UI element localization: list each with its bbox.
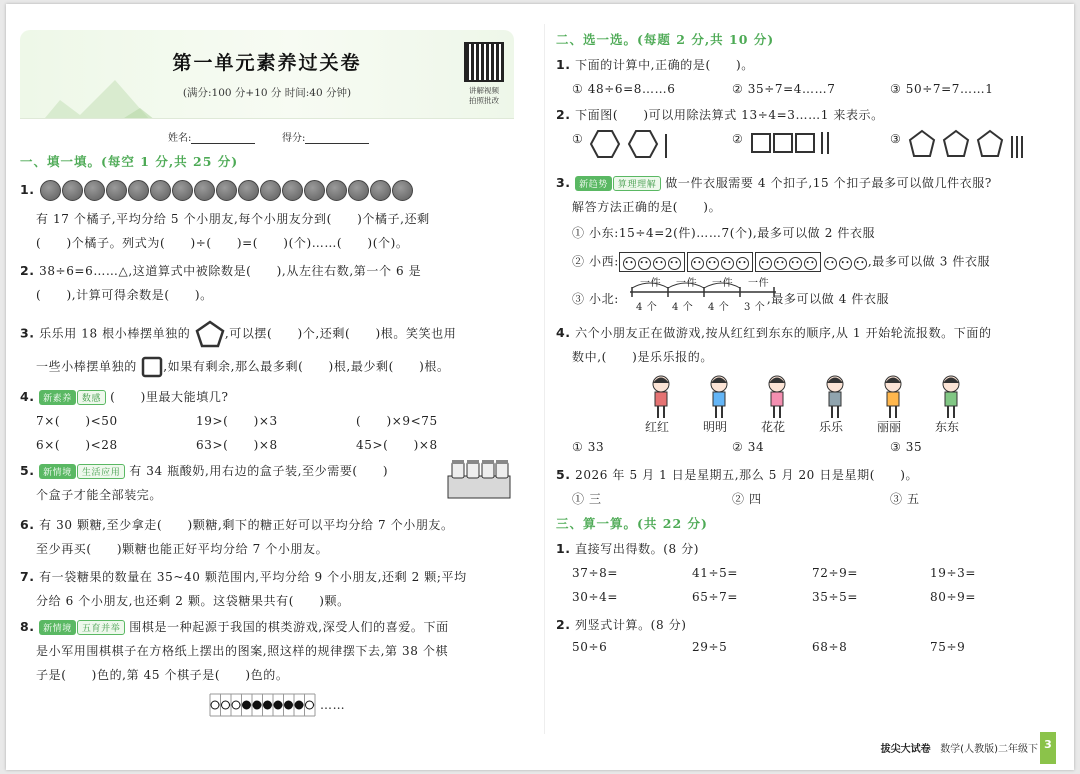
q2-line1: 38÷6=6……△,这道算式中被除数是( ),从左往右数,第一个 6 是 — [39, 264, 422, 278]
question-number: 8. — [20, 619, 35, 634]
black-stone — [285, 701, 293, 709]
q4-cell: 7×( )<50 — [36, 414, 118, 428]
q4-cell: 19>( )×3 — [196, 414, 278, 428]
c2-line1: 下面图( )可以用除法算式 13÷4=3……1 来表示。 — [575, 108, 884, 122]
tag-label: 生活应用 — [77, 464, 125, 479]
black-stone — [295, 701, 303, 709]
page-number: 3 — [1040, 732, 1056, 764]
q6-line1: 有 30 颗糖,至少拿走( )颗糖,剩下的糖正好可以平均分给 7 个小朋友。 — [39, 518, 454, 532]
q3-line2b: ,如果有剩余,那么最多剩( )根,最少剩( )根。 — [163, 359, 450, 374]
tag-label: 新素养 — [39, 390, 76, 405]
button-icon: •• — [804, 257, 817, 270]
orange-icon — [260, 180, 281, 201]
button-group — [619, 252, 685, 272]
q4-cell: 45>( )×8 — [356, 438, 438, 452]
name-score-bar — [20, 118, 514, 148]
option[interactable]: ① 小东:15÷4=2(件)……7(个),最多可以做 2 件衣服 — [572, 226, 876, 240]
child-figure — [822, 374, 848, 420]
child-figure — [706, 374, 732, 420]
option[interactable]: ③ 五 — [890, 492, 920, 506]
orange-icon — [348, 180, 369, 201]
calc-item: 68÷8 — [812, 640, 848, 654]
option[interactable]: ③ — [890, 132, 902, 146]
orange-icon — [150, 180, 171, 201]
button-groups-figure — [619, 252, 868, 272]
c1-line1: 下面的计算中,正确的是( )。 — [575, 58, 754, 72]
q1-line2: ( )个橘子。列式为( )÷( )=( )(个)……( )(个)。 — [36, 236, 409, 250]
option[interactable]: ① 33 — [572, 440, 605, 454]
orange-icon — [282, 180, 303, 201]
calc-item: 80÷9= — [930, 590, 977, 604]
orange-icon — [326, 180, 347, 201]
calc-item: 41÷5= — [692, 566, 739, 580]
calc-item: 37÷8= — [572, 566, 619, 580]
option[interactable]: ① 三 — [572, 492, 602, 506]
seg-label-bottom: 4 个 — [636, 302, 658, 313]
exam-title: 第一单元素养过关卷 — [172, 52, 362, 74]
option[interactable]: ③ 小北: ,最多可以做 4 件衣服 — [572, 292, 890, 306]
c3-line1: 做一件衣服需要 4 个扣子,15 个扣子最多可以做几件衣服? — [665, 176, 992, 190]
tag-label: 算理理解 — [613, 176, 661, 191]
calc-item: 19÷3= — [930, 566, 977, 580]
q7-line1: 有一袋糖果的数量在 35~40 颗范围内,平均分给 9 个小朋友,还剩 2 颗;平均 — [39, 570, 467, 584]
question-number: 1. — [20, 182, 35, 197]
hexagons-figure — [590, 128, 694, 160]
black-stone — [274, 701, 282, 709]
orange-icon — [128, 180, 149, 201]
option[interactable]: ② 35÷7=4……7 — [732, 82, 836, 96]
button-group — [687, 252, 753, 272]
orange-circles — [40, 180, 413, 202]
child-name: 明明 — [703, 420, 728, 434]
child-name: 丽丽 — [877, 420, 902, 434]
s2-line1: 列竖式计算。(8 分) — [575, 618, 687, 632]
question-number: 3. — [556, 175, 571, 190]
button-icon: •• — [653, 257, 666, 270]
q2-line2: ( ),计算可得余数是( )。 — [36, 288, 213, 302]
white-stone — [211, 701, 219, 709]
question-number: 4. — [20, 389, 35, 404]
c4-line1: 六个小朋友正在做游戏,按从红红到东东的顺序,从 1 开始轮流报数。下面的 — [575, 326, 992, 340]
calc-item: 30÷4= — [572, 590, 619, 604]
child-name: 花花 — [761, 420, 786, 434]
orange-icon — [62, 180, 83, 201]
calc-item: 50÷6 — [572, 640, 608, 654]
seg-label-top: 一件 — [748, 278, 770, 289]
tag-label: 数感 — [77, 390, 106, 405]
seg-label-bottom: 3 个 — [744, 302, 766, 313]
child-name: 东东 — [935, 420, 960, 434]
button-icon: •• — [721, 257, 734, 270]
go-stones-pattern — [206, 690, 320, 720]
option[interactable]: ③ 50÷7=7……1 — [890, 82, 994, 96]
orange-icon — [238, 180, 259, 201]
q8-line1: 围棋是一种起源于我国的棋类游戏,深受人们的喜爱。下面 — [129, 620, 449, 634]
q3-line1b: ,可以摆( )个,还剩( )根。笑笑也用 — [224, 326, 457, 341]
q7-line2: 分给 6 个小朋友,也还剩 2 颗。这袋糖果共有( )颗。 — [36, 594, 350, 608]
child-figure — [764, 374, 790, 420]
calc-item: 72÷9= — [812, 566, 859, 580]
option[interactable]: ② — [732, 132, 744, 146]
yogurt-box-icon — [446, 456, 512, 500]
child-name: 乐乐 — [819, 420, 844, 434]
tag-label: 新趋势 — [575, 176, 612, 191]
calc-item: 29÷5 — [692, 640, 728, 654]
q8-line2: 是小军用围棋棋子在方格纸上摆出的图案,照这样的规律摆下去,第 38 个棋 — [36, 644, 449, 658]
q5-line1: 有 34 瓶酸奶,用右边的盒子装,至少需要( ) — [129, 464, 389, 478]
q3-line1a: 乐乐用 18 根小棒摆单独的 — [39, 326, 191, 341]
q4-cell: 6×( )<28 — [36, 438, 118, 452]
tag-label: 新情境 — [39, 620, 76, 635]
orange-icon — [40, 180, 61, 201]
button-icon: •• — [623, 257, 636, 270]
orange-icon — [84, 180, 105, 201]
orange-icon — [106, 180, 127, 201]
question-number: 1. — [556, 541, 571, 556]
seg-label-top: 一件 — [640, 278, 662, 289]
exam-subtitle: (满分:100 分+10 分 时间:40 分钟) — [182, 87, 352, 99]
option[interactable]: ② 小西: •• •• •• •• •• •• •• •• •• •• •• •• •• •• •• ,最多可以做 3 件衣服 — [572, 252, 990, 272]
square-icon — [141, 356, 163, 378]
button-icon: •• — [789, 257, 802, 270]
seg-label-bottom: 4 个 — [672, 302, 694, 313]
go-ellipsis: …… — [320, 698, 346, 712]
section-1-title: 一、填一填。(每空 1 分,共 25 分) — [20, 154, 239, 169]
orange-icon — [172, 180, 193, 201]
q1-line1: 有 17 个橘子,平均分给 5 个小朋友,每个小朋友分到( )个橘子,还剩 — [36, 212, 430, 226]
black-stone — [243, 701, 251, 709]
option[interactable]: ① 48÷6=8……6 — [572, 82, 676, 96]
child-figure — [938, 374, 964, 420]
seg-label-top: 一件 — [676, 278, 698, 289]
black-stone — [253, 701, 261, 709]
calc-item: 75÷9 — [930, 640, 966, 654]
button-icon: •• — [706, 257, 719, 270]
question-number: 6. — [20, 517, 35, 532]
orange-icon — [392, 180, 413, 201]
section-2-title: 二、选一选。(每题 2 分,共 10 分) — [556, 32, 775, 47]
button-icon: •• — [691, 257, 704, 270]
button-icon: •• — [668, 257, 681, 270]
orange-icon — [194, 180, 215, 201]
button-icon: •• — [839, 257, 852, 270]
white-stone — [232, 701, 240, 709]
button-icon: •• — [854, 257, 867, 270]
question-number: 4. — [556, 325, 571, 340]
q4-cell: ( )×9<75 — [356, 414, 438, 428]
question-number: 2. — [556, 107, 571, 122]
qr-caption: 讲解视频 拍照批改 — [469, 86, 499, 105]
exam-page — [6, 4, 1074, 770]
pentagon-icon — [195, 320, 225, 348]
option[interactable]: ① — [572, 132, 584, 146]
name-field[interactable]: 姓名: — [168, 129, 255, 144]
button-icon: •• — [736, 257, 749, 270]
button-icon: •• — [638, 257, 651, 270]
section-3-title: 三、算一算。(共 22 分) — [556, 516, 708, 531]
child-figure — [880, 374, 906, 420]
orange-icon — [216, 180, 237, 201]
question-number: 7. — [20, 569, 35, 584]
question-number: 5. — [20, 463, 35, 478]
question-number: 2. — [20, 263, 35, 278]
c5-line1: 2026 年 5 月 1 日是星期五,那么 5 月 20 日是星期( )。 — [575, 468, 919, 482]
option[interactable]: ③ 35 — [890, 440, 923, 454]
c4-line2: 数中,( )是乐乐报的。 — [572, 350, 713, 364]
white-stone — [306, 701, 314, 709]
q3-line2a: 一些小棒摆单独的 — [36, 359, 137, 374]
s1-line1: 直接写出得数。(8 分) — [575, 542, 700, 556]
q6-line2: 至少再买( )颗糖也能正好平均分给 7 个小朋友。 — [36, 542, 329, 556]
white-stone — [222, 701, 230, 709]
q8-line3: 子是( )色的,第 45 个棋子是( )色的。 — [36, 668, 289, 682]
q5-line2: 个盒子才能全部装完。 — [36, 488, 163, 502]
seg-label-top: 一件 — [712, 278, 734, 289]
button-icon: •• — [759, 257, 772, 270]
tag-label: 新情境 — [39, 464, 76, 479]
seg-label-bottom: 4 个 — [708, 302, 730, 313]
black-stone — [264, 701, 272, 709]
orange-icon — [370, 180, 391, 201]
qr-code-icon[interactable] — [464, 42, 504, 82]
q4-line1: ( )里最大能填几? — [110, 390, 229, 404]
button-icon: •• — [774, 257, 787, 270]
squares-figure — [750, 130, 840, 156]
button-icon: •• — [824, 257, 837, 270]
option[interactable]: ② 四 — [732, 492, 762, 506]
score-field[interactable]: 得分: — [282, 129, 369, 144]
pentagons-figure — [908, 128, 1042, 160]
tag-label: 五育并举 — [77, 620, 125, 635]
column-divider — [544, 24, 545, 734]
question-number: 3. — [20, 325, 35, 341]
question-number: 5. — [556, 467, 571, 482]
calc-item: 65÷7= — [692, 590, 739, 604]
question-number: 1. — [556, 57, 571, 72]
button-group — [755, 252, 821, 272]
orange-icon — [304, 180, 325, 201]
page-footer: 拔尖大试卷 数学(人教版)二年级下 — [880, 744, 1038, 755]
child-figure — [648, 374, 674, 420]
question-number: 2. — [556, 617, 571, 632]
q4-cell: 63>( )×8 — [196, 438, 278, 452]
calc-item: 35÷5= — [812, 590, 859, 604]
option[interactable]: ② 34 — [732, 440, 765, 454]
c3-line2: 解答方法正确的是( )。 — [572, 200, 722, 214]
child-name: 红红 — [645, 420, 670, 434]
